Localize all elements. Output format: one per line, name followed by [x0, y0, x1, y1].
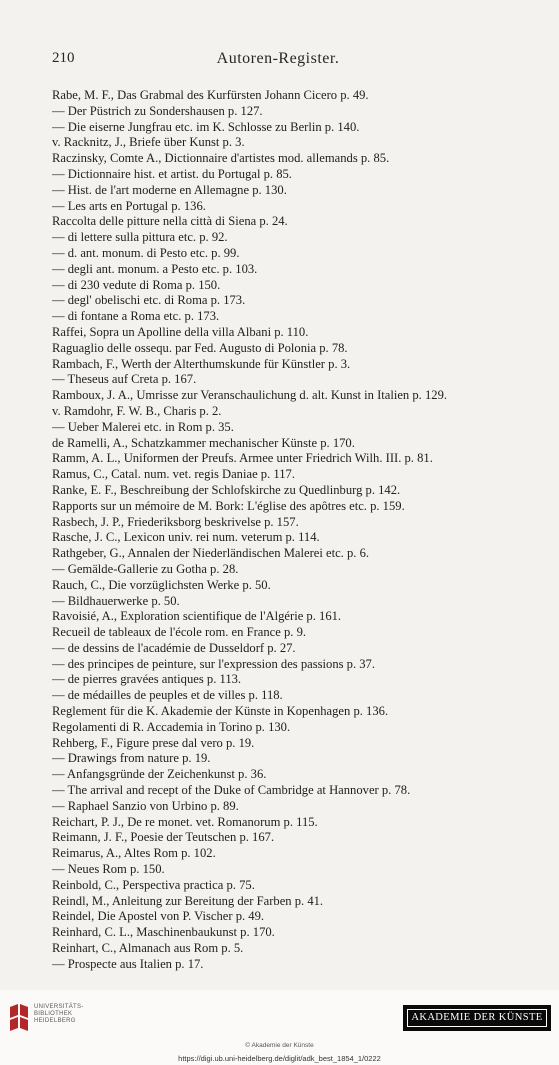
- register-entry: Raczinsky, Comte A., Dictionnaire d'artistes mod. allemands p. 85.: [52, 151, 390, 166]
- library-logo-line: UNIVERSITÄTS-: [34, 1004, 84, 1010]
- register-entry: Ramus, C., Catal. num. vet. regis Daniae p. 117.: [52, 467, 295, 482]
- register-entry: — Der Püstrich zu Sondershausen p. 127.: [52, 103, 263, 118]
- register-entry: — des principes de peinture, sur l'expression des passions p. 37.: [52, 656, 376, 671]
- register-entry: — Dictionnaire hist. et artist. du Portugal p. 85.: [52, 166, 292, 181]
- university-library-logo[interactable]: [8, 1003, 118, 1033]
- register-entry: — Die eiserne Jungfrau etc. im K. Schlosse zu Berlin p. 140.: [52, 119, 360, 134]
- register-entry: — di 230 vedute di Roma p. 150.: [52, 277, 221, 292]
- register-entry: Regolamenti di R. Accademia in Torino p. 130.: [52, 719, 291, 734]
- register-entry: Rambach, F., Werth der Alterthumskunde für Künstler p. 3.: [52, 356, 351, 371]
- register-entry: Rasbech, J. P., Friederiksborg beskrivelse p. 157.: [52, 514, 299, 529]
- register-entry: Reindel, Die Apostel von P. Vischer p. 49.: [52, 909, 265, 924]
- source-url-link[interactable]: https://digi.ub.uni-heidelberg.de/diglit/adk_best_1854_1/0222: [178, 1054, 381, 1063]
- register-entry: Rehberg, F., Figure prese dal vero p. 19.: [52, 735, 255, 750]
- register-entry: Ravoisié, A., Exploration scientifique de l'Algérie p. 161.: [52, 609, 342, 624]
- register-entry: — Raphael Sanzio von Urbino p. 89.: [52, 798, 239, 813]
- register-entry: — Les arts en Portugal p. 136.: [52, 198, 206, 213]
- register-entry: Rapports sur un mémoire de M. Bork: L'église des apôtres etc. p. 159.: [52, 498, 405, 513]
- register-entry: Raccolta delle pitture nella città di Siena p. 24.: [52, 214, 288, 229]
- library-emblem-icon: [8, 1003, 30, 1033]
- register-entry: Reinhart, C., Almanach aus Rom p. 5.: [52, 941, 244, 956]
- register-entry: Reimarus, A., Altes Rom p. 102.: [52, 846, 216, 861]
- register-entry: Recueil de tableaux de l'école rom. en France p. 9.: [52, 625, 307, 640]
- register-entry: Reimann, J. F., Poesie der Teutschen p. 167.: [52, 830, 275, 845]
- register-entry: Reichart, P. J., De re monet. vet. Romanorum p. 115.: [52, 814, 318, 829]
- register-entry: — degl' obelischi etc. di Roma p. 173.: [52, 293, 246, 308]
- akademie-badge[interactable]: [403, 1005, 551, 1031]
- register-entry: — Theseus auf Creta p. 167.: [52, 372, 197, 387]
- akademie-badge-label: AKADEMIE DER KÜNSTE: [407, 1009, 547, 1027]
- register-entry: — di fontane a Roma etc. p. 173.: [52, 309, 220, 324]
- library-logo-line: BIBLIOTHEK: [34, 1011, 73, 1017]
- register-entry: — degli ant. monum. a Pesto etc. p. 103.: [52, 261, 258, 276]
- register-entry: — Ueber Malerei etc. in Rom p. 35.: [52, 419, 234, 434]
- register-entry: — The arrival and recept of the Duke of Cambridge at Hannover p. 78.: [52, 783, 411, 798]
- running-title: Autoren-Register.: [216, 50, 340, 67]
- register-entries: [52, 88, 522, 973]
- copyright-notice: © Akademie der Künste: [245, 1042, 314, 1049]
- register-entry: — Hist. de l'art moderne en Allemagne p. 130.: [52, 182, 287, 197]
- register-entry: — Anfangsgründe der Zeichenkunst p. 36.: [52, 767, 267, 782]
- register-entry: — Prospecte aus Italien p. 17.: [52, 956, 204, 971]
- register-entry: — d. ant. monum. di Pesto etc. p. 99.: [52, 245, 240, 260]
- library-logo-line: HEIDELBERG: [34, 1018, 76, 1024]
- register-entry: — Bildhauerwerke p. 50.: [52, 593, 180, 608]
- register-entry: Rabe, M. F., Das Grabmal des Kurfürsten Johann Cicero p. 49.: [52, 88, 369, 102]
- register-entry: Raffei, Sopra un Apolline della villa Albani p. 110.: [52, 324, 309, 339]
- register-entry: — Drawings from nature p. 19.: [52, 751, 211, 766]
- register-entry: Ramm, A. L., Uniformen der Preufs. Armee unter Friedrich Wilh. III. p. 81.: [52, 451, 433, 466]
- register-entry: Reindl, M., Anleitung zur Bereitung der Farben p. 41.: [52, 893, 324, 908]
- register-entry: de Ramelli, A., Schatzkammer mechanischer Künste p. 170.: [52, 435, 355, 450]
- register-entry: Ramboux, J. A., Umrisse zur Veranschaulichung d. alt. Kunst in Italien p. 129.: [52, 388, 448, 403]
- register-entry: — Gemälde-Gallerie zu Gotha p. 28.: [52, 561, 239, 576]
- page-number: 210: [52, 50, 75, 66]
- register-entry: Reinbold, C., Perspectiva practica p. 75.: [52, 877, 255, 892]
- page-header: [52, 50, 504, 72]
- register-entry: v. Racknitz, J., Briefe über Kunst p. 3.: [52, 135, 245, 150]
- register-entry: — de pierres gravées antiques p. 113.: [52, 672, 242, 687]
- register-entry: Reglement für die K. Akademie der Künste in Kopenhagen p. 136.: [52, 704, 389, 719]
- register-entry: — de médailles de peuples et de villes p. 118.: [52, 688, 283, 703]
- register-entry: Reinhard, C. L., Maschinenbaukunst p. 170.: [52, 925, 275, 940]
- register-entry: Rauch, C., Die vorzüglichsten Werke p. 50.: [52, 577, 271, 592]
- register-entry: — Neues Rom p. 150.: [52, 862, 165, 877]
- register-entry: — di lettere sulla pittura etc. p. 92.: [52, 230, 228, 245]
- register-entry: Rasche, J. C., Lexicon univ. rei num. veterum p. 114.: [52, 530, 320, 545]
- register-entry: Raguaglio delle ossequ. par Fed. Augusto di Polonia p. 78.: [52, 340, 348, 355]
- register-entry: Rathgeber, G., Annalen der Niederländischen Malerei etc. p. 6.: [52, 546, 370, 561]
- register-entry: Ranke, E. F., Beschreibung der Schlofskirche zu Quedlinburg p. 142.: [52, 482, 401, 497]
- register-entry: — de dessins de l'académie de Dusseldorf p. 27.: [52, 640, 296, 655]
- register-entry: v. Ramdohr, F. W. B., Charis p. 2.: [52, 403, 222, 418]
